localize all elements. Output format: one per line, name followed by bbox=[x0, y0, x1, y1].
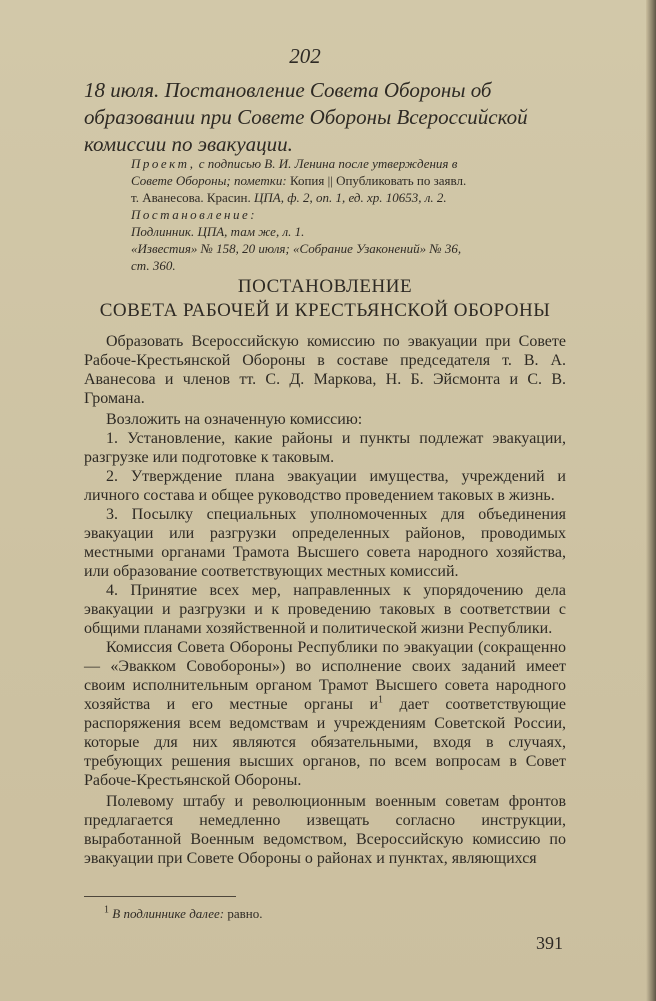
page-number-top: 202 bbox=[289, 44, 321, 68]
paragraph-7-part-2: дает соответствующие распоряжения всем ведомствам и учреждениям Советской России, которые для них являются обязательными, входя в случаях, требующих решения высших органов, по всем вопросам в Совет Рабоче-Крестьянской Обороны. bbox=[84, 696, 567, 789]
note-marks-text: Копия || Опубликовать по заявл. bbox=[289, 173, 467, 188]
resolution-body bbox=[84, 332, 566, 868]
note-line-1 bbox=[131, 155, 563, 172]
note-archive-ref: ЦПА, ф. 2, оп. 1, ед. хр. 10653, л. 2. bbox=[254, 190, 447, 205]
paragraph-6: 4. Принятие всех мер, направленных к упорядочению дела эвакуации и разгрузки и к проведению таковых в соответствии с общими планами хозяйственной и политической жизни Республики. bbox=[84, 582, 566, 637]
paragraph-7 bbox=[84, 638, 566, 790]
note-draft-text: с подписью В. И. Ленина после утверждения в bbox=[198, 156, 458, 171]
paragraph-5: 3. Посылку специальных уполномоченных для объединения эвакуации или разгрузки определенных районов, проводимых местными органами Трамота Высшего совета народного хозяйства, или образование соответствующих местных комиссий. bbox=[84, 506, 566, 580]
note-original: Подлинник. ЦПА, там же, л. 1. bbox=[131, 224, 305, 239]
note-resolution-label: Постановление: bbox=[131, 207, 258, 222]
paragraph-3: 1. Установление, какие районы и пункты подлежат эвакуации, разгрузке или подготовке к таковым. bbox=[84, 430, 566, 466]
note-publication-cont: ст. 360. bbox=[131, 258, 176, 273]
note-draft-label: Проект, bbox=[131, 156, 196, 171]
heading-line-2: СОВЕТА РАБОЧЕЙ И КРЕСТЬЯНСКОЙ ОБОРОНЫ bbox=[99, 300, 551, 321]
note-signature: т. Аванесова. Красин. bbox=[131, 190, 251, 205]
footnote-mark: 1 bbox=[104, 904, 109, 916]
footnote-rule bbox=[84, 896, 236, 897]
heading-line-1: ПОСТАНОВЛЕНИЕ bbox=[237, 276, 413, 297]
paragraph-8: Полевому штабу и революционным военным советам фронтов предлагается немедленно извещать согласно инструкции, выработанной Военным ведомством, Всероссийскую комиссию по эвакуации при Совете Обороны о районах и пунктах, являющихся bbox=[84, 793, 566, 867]
footnote-ref: 1 bbox=[378, 694, 384, 706]
footnote bbox=[104, 906, 263, 922]
footnote-text: равно. bbox=[227, 906, 263, 921]
resolution-heading bbox=[0, 275, 650, 323]
document-title: 18 июля. Постановление Совета Обороны об образовании при Совете Обороны Всероссийской комиссии по эвакуации. bbox=[84, 78, 528, 156]
footnote-italic: В подлиннике далее: bbox=[112, 906, 225, 921]
source-notes bbox=[131, 155, 563, 274]
paragraph-2: Возложить на означенную комиссию: bbox=[106, 411, 363, 428]
paragraph-1: Образовать Всероссийскую комиссию по эвакуации при Совете Рабоче-Крестьянской Обороны в составе председателя т. В. А. Аванесова и членов тт. С. Д. Маркова, Н. Б. Эйсмонта и С. В. Громана. bbox=[84, 333, 566, 407]
page-binding-edge bbox=[646, 0, 656, 1001]
note-line-3 bbox=[131, 189, 563, 206]
paragraph-7-part-1: Комиссия Совета Обороны Республики по эвакуации (сокращенно — «Эвакком Совобороны») во исполнение своих заданий имеет своим исполнительным органом Трамот Высшего совета народного хозяйства и его местные органы и bbox=[84, 639, 566, 713]
note-line-2 bbox=[131, 172, 563, 189]
note-publication: «Известия» № 158, 20 июля; «Собрание Узаконений» № 36, bbox=[131, 241, 462, 256]
page-number-bottom: 391 bbox=[536, 933, 563, 953]
note-marks-label: Совете Обороны; пометки: bbox=[131, 173, 287, 188]
paragraph-4: 2. Утверждение плана эвакуации имущества, учреждений и личного состава и общее руководство проведением таковых в жизнь. bbox=[84, 468, 566, 504]
